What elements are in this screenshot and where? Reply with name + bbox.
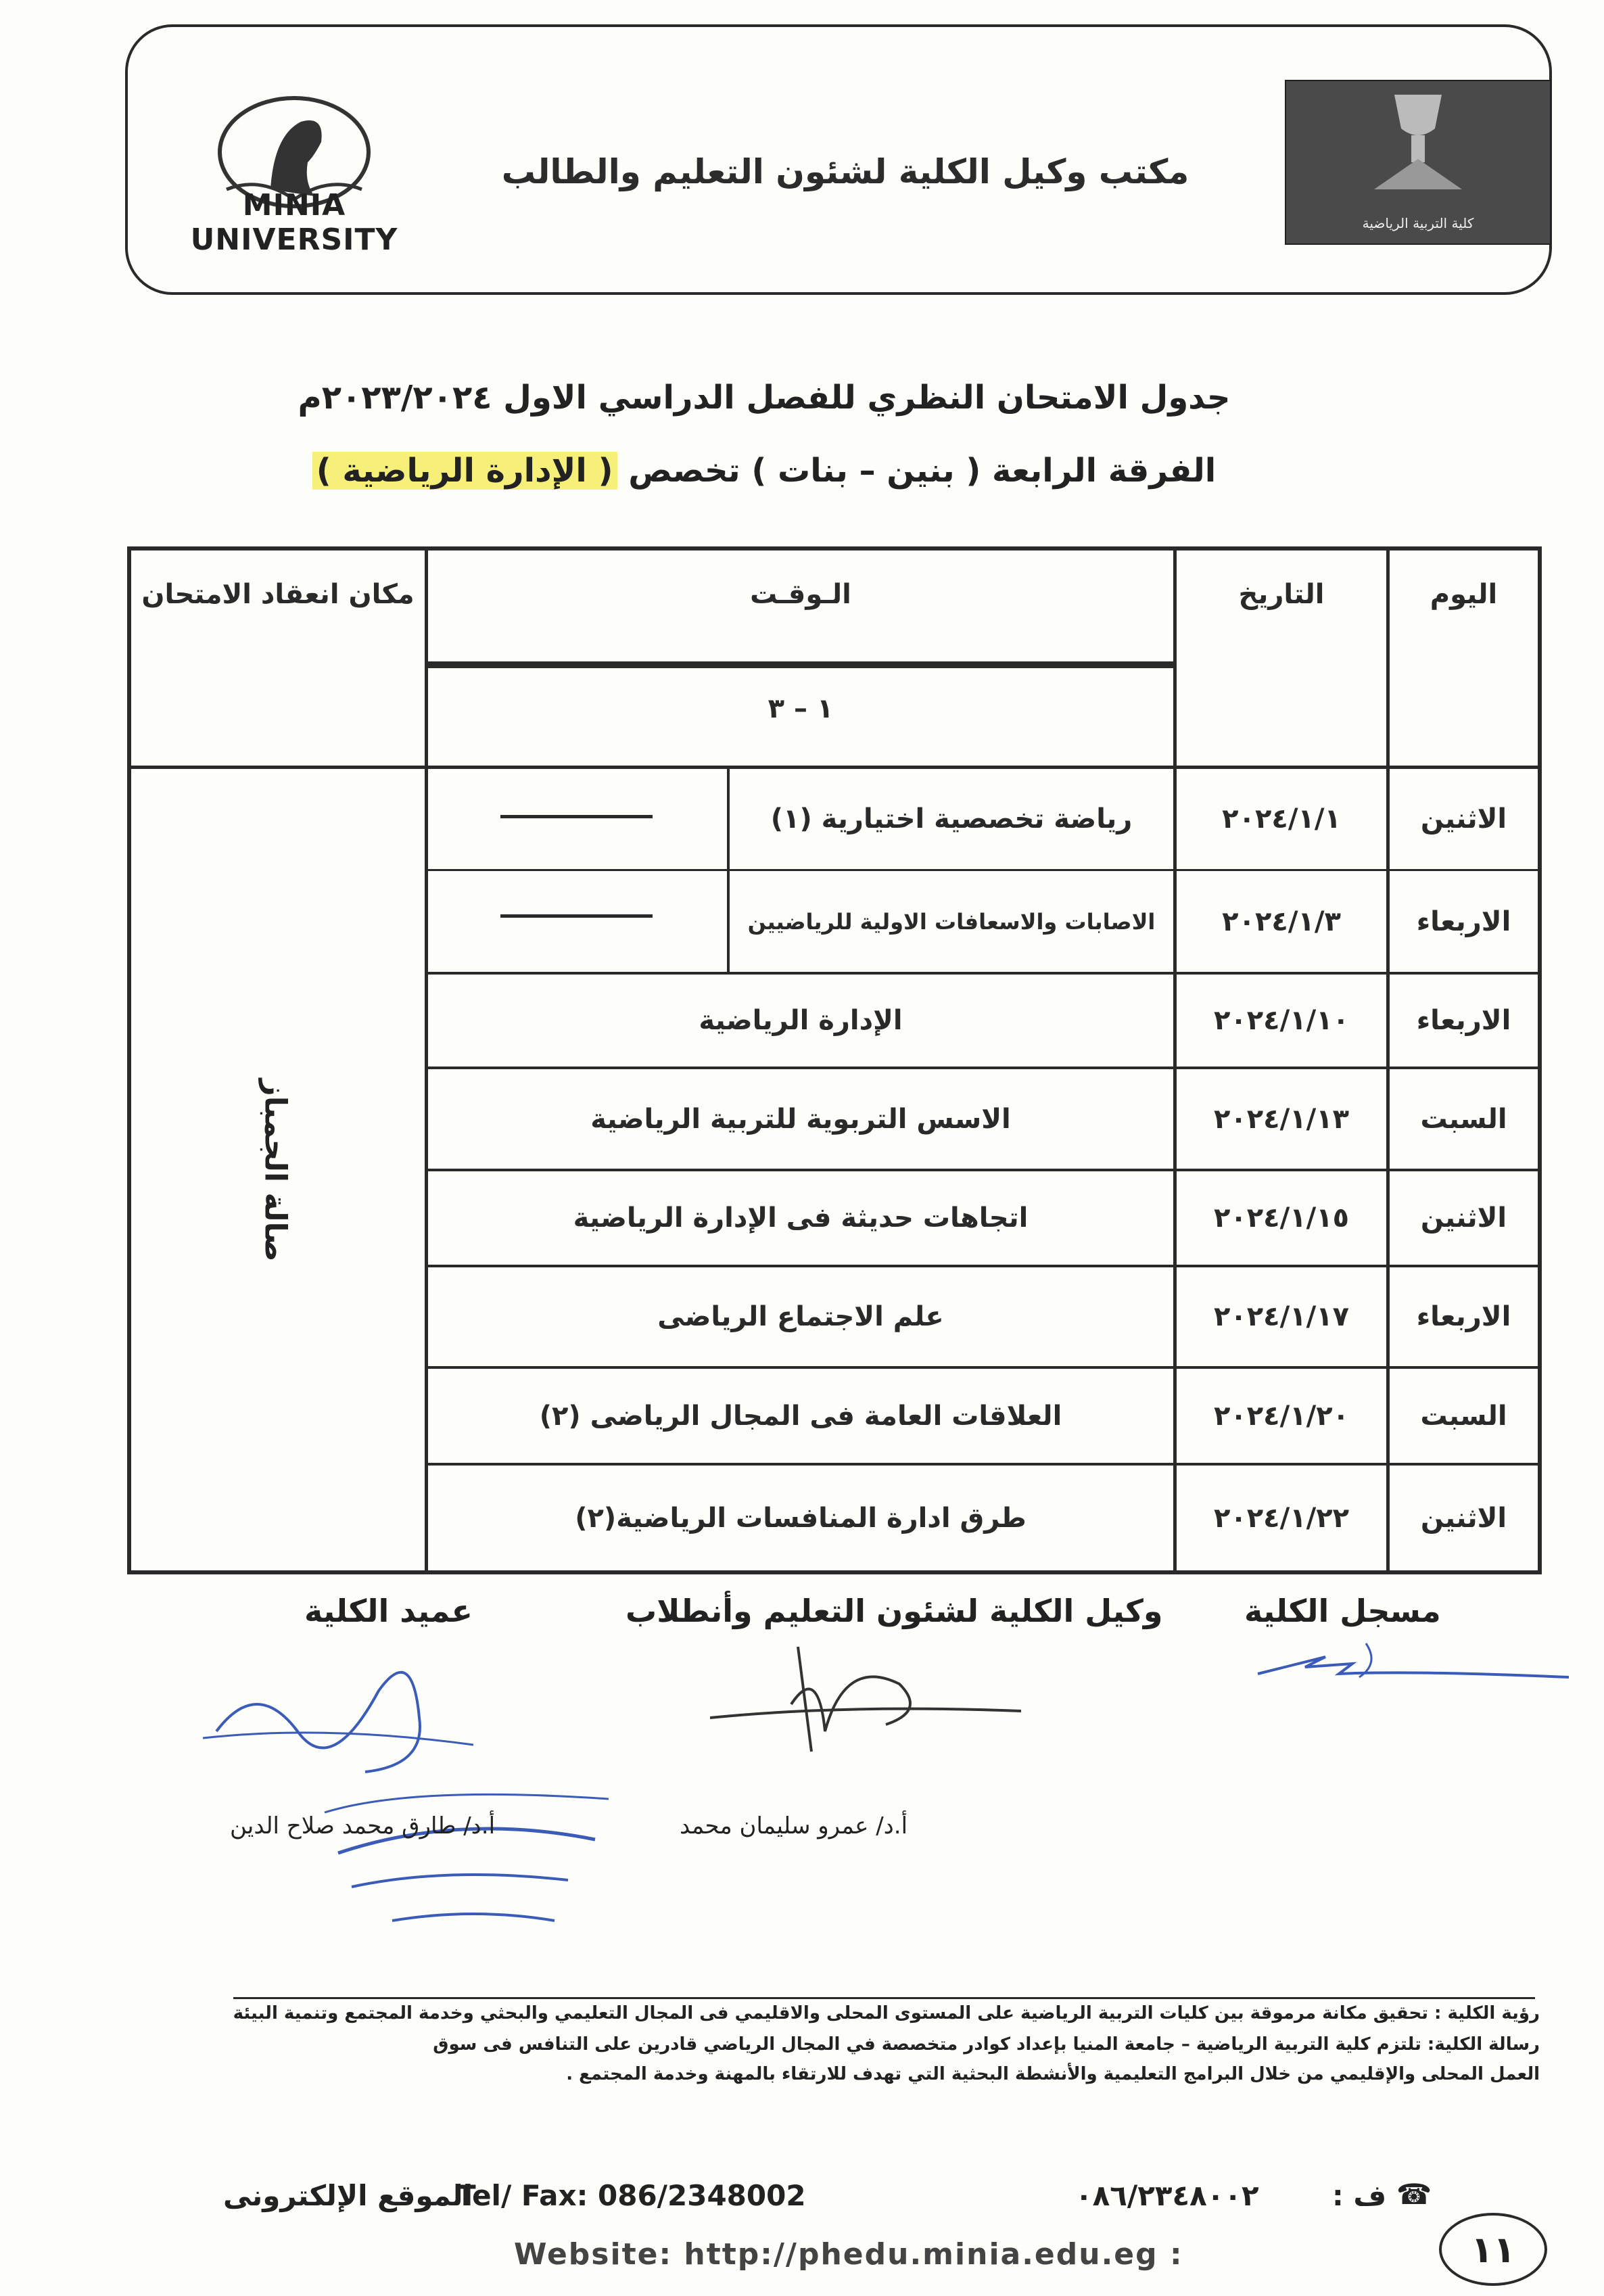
- row-7-subject: العلاقات العامة فى المجال الرياضى (٢): [539, 1400, 1062, 1432]
- registrar-title: مسجل الكلية: [1244, 1593, 1441, 1629]
- row-3-date: ٢٠٢٤/١/١٠: [1213, 1005, 1350, 1036]
- row-5-day: الاثنين: [1420, 1202, 1507, 1234]
- row-5-date: ٢٠٢٤/١/١٥: [1213, 1202, 1350, 1234]
- specialization-highlight: ( الإدارة الرياضية ): [312, 452, 617, 490]
- phone-arabic: ٠٨٦/٢٣٤٨٠٠٢: [1075, 2179, 1259, 2212]
- schedule-subtitle: [203, 452, 1325, 490]
- row-6-date: ٢٠٢٤/١/١٧: [1213, 1301, 1350, 1332]
- university-name: MINIA UNIVERSITY: [190, 188, 398, 257]
- header-venue: مكان انعقاد الامتحان: [141, 579, 415, 610]
- schedule-title: جدول الامتحان النظري للفصل الدراسي الاول ٢٠٢٣/٢٠٢٤م: [298, 379, 1231, 417]
- header-time-slot: ١ – ٣: [768, 693, 834, 724]
- row-8-date: ٢٠٢٤/١/٢٢: [1213, 1502, 1350, 1534]
- row-8-subject: طرق ادارة المنافسات الرياضية(٢): [575, 1502, 1027, 1534]
- registrar-signature-icon: [1244, 1637, 1582, 1691]
- row-2-day: الاربعاء: [1416, 906, 1511, 937]
- row-4-subject: الاسس التربوية للتربية الرياضية: [590, 1103, 1011, 1135]
- row-1-empty-marker: [500, 815, 653, 818]
- row-6-day: الاربعاء: [1416, 1301, 1511, 1332]
- phone-label: ف :: [1332, 2179, 1387, 2212]
- exam-venue: [133, 771, 418, 1569]
- dean-title: عميد الكلية: [304, 1593, 473, 1629]
- row-3-subject: الإدارة الرياضية: [699, 1005, 903, 1036]
- trophy-emblem-icon: [1354, 88, 1482, 203]
- row-7-date: ٢٠٢٤/١/٢٠: [1213, 1400, 1350, 1432]
- faculty-mission-line-2: العمل المحلى والإقليمي من خلال البرامج التعليمية والأنشطة البحثية التي تهدف للارتقاء بالمهنة وخدمة المجتمع .: [566, 2064, 1540, 2084]
- vice-dean-title: وكيل الكلية لشئون التعليم وأنطلاب: [626, 1593, 1163, 1629]
- university-logo: [169, 81, 419, 257]
- office-title: مكتب وكيل الكلية لشئون التعليم والطالب: [501, 152, 1189, 191]
- footer-divider: [233, 1997, 1535, 1999]
- faculty-logo-text: كلية التربية الرياضية: [1362, 215, 1474, 231]
- vice-dean-signature-icon: [710, 1643, 1035, 1765]
- row-4-day: السبت: [1420, 1103, 1507, 1135]
- exam-venue-text: صالة الجمباز: [258, 1078, 293, 1262]
- page-number: ١١: [1439, 2213, 1547, 2286]
- header-time: الـوقـت: [750, 579, 851, 610]
- row-8-day: الاثنين: [1420, 1502, 1507, 1534]
- row-2-empty-marker: [500, 914, 653, 918]
- row-1-subject: رياضة تخصصية اختيارية (١): [770, 803, 1133, 835]
- row-5-subject: اتجاهات حديثة فى الإدارة الرياضية: [573, 1202, 1029, 1234]
- website-label: الموقع الإلكترونى: [223, 2179, 473, 2212]
- grid-line: [428, 661, 1173, 668]
- faculty-vision: رؤية الكلية : تحقيق مكانة مرموقة بين كليات التربية الرياضية على المستوى المحلى والاقليمي فى المجال التعليمي والبحثي وخدمة المجتمع وتنمية البيئة: [233, 2003, 1540, 2023]
- subtitle-prefix: الفرقة الرابعة ( بنين – بنات ) تخصص: [617, 452, 1217, 490]
- website-url[interactable]: Website: http://phedu.minia.edu.eg :: [514, 2237, 1183, 2272]
- row-2-subject: الاصابات والاسعافات الاولية للرياضيين: [747, 908, 1156, 935]
- header-date: التاريخ: [1238, 579, 1325, 610]
- vice-dean-name: أ.د/ عمرو سليمان محمد: [680, 1812, 908, 1840]
- row-4-date: ٢٠٢٤/١/١٣: [1213, 1103, 1350, 1135]
- dean-name: أ.د/ طارق محمد صلاح الدين: [230, 1812, 496, 1840]
- faculty-logo: [1285, 80, 1551, 245]
- row-3-day: الاربعاء: [1416, 1005, 1511, 1036]
- tel-fax: Tel/ Fax: 086/2348002: [456, 2179, 806, 2212]
- row-1-day: الاثنين: [1420, 803, 1507, 835]
- header-day: اليوم: [1430, 579, 1498, 610]
- row-1-date: ٢٠٢٤/١/١: [1222, 803, 1341, 835]
- telephone-icon: ☎: [1396, 2178, 1432, 2211]
- row-6-subject: علم الاجتماع الرياضى: [657, 1301, 944, 1332]
- row-2-date: ٢٠٢٤/١/٣: [1222, 906, 1341, 937]
- row-7-day: السبت: [1420, 1400, 1507, 1432]
- faculty-mission-line-1: رسالة الكلية: تلتزم كلية التربية الرياضية – جامعة المنيا بإعداد كوادر متخصصة في المجال الرياضي قادرين على التنافس فى سوق: [433, 2034, 1540, 2055]
